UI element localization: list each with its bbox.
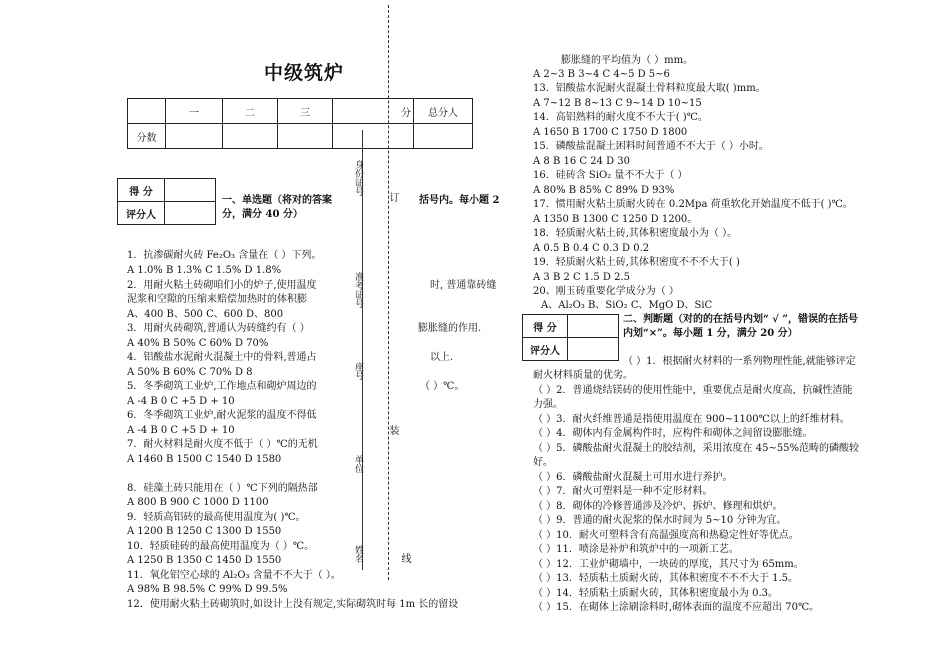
question-line: 膨胀缝的平均值为（ ）mm。 [561, 55, 694, 66]
question-line: 3．用耐火砖砌筑,普通认为砖缝约有（ ） [127, 323, 310, 334]
judge-line: （ ）12．工业炉砌墙中，一块砖的厚度，其尺寸为 65mm。 [533, 559, 804, 570]
grade-box-section1 [117, 178, 216, 225]
binding-zhuang: 装 [387, 425, 398, 435]
question-line: 16．硅砖含 SiO₂ 量不不大于（ ） [533, 170, 688, 181]
score-header-3: 三 [278, 99, 333, 124]
grade-grader-label: 评分人 [118, 202, 165, 225]
score-table-value-row [128, 124, 473, 149]
judge-line: （ ）9．普通的耐火泥浆的保水时间为 5~10 分钟为宜。 [533, 515, 787, 526]
section2-heading-line1: 二、判断题（对的的在括号内划“ √ ”，错误的在括号 [623, 314, 859, 325]
section2-heading [623, 313, 858, 341]
option-line: A、400 B、500 C、600 D、800 [127, 309, 284, 320]
judge-line: （ ）3．耐火纤维普通是指使用温度在 900~1100℃以上的纤维材料。 [533, 414, 850, 425]
score-table-header-row [128, 99, 473, 124]
option-line: A 1460 B 1500 C 1540 D 1580 [127, 454, 282, 465]
question-line: 12．使用耐火粘土砖砌筑时,如设计上没有规定,实际砌筑时每 1m 长的留设 [127, 599, 459, 610]
grade-grader-cell [568, 338, 619, 361]
q5-tail: （ ）℃。 [420, 381, 465, 392]
option-line: A 50% B 60% C 70% D 8 [127, 367, 253, 378]
unit-label: 单位 [353, 455, 363, 473]
section1-heading-line1: 一、单选题（将对的答案 [222, 195, 332, 206]
grade-grader-label: 评分人 [523, 338, 568, 361]
binding-fill-line [362, 130, 363, 570]
question-line: 5．冬季砌筑工业炉,工作地点和砌炉周边的 [127, 381, 317, 392]
name-label: 姓名 [353, 545, 363, 563]
score-header-1: 一 [166, 99, 223, 124]
binding-gutter [358, 240, 520, 595]
binding-ding: 订 [387, 192, 398, 202]
section1-heading-line2: 分，满分 40 分） [222, 209, 303, 220]
question-line: 泥浆和空隙的压缩来赔偿加热时的体积膨 [127, 294, 307, 305]
score-row-label: 分数 [128, 124, 166, 149]
option-line: A 1250 B 1350 C 1450 D 1550 [127, 555, 282, 566]
judge-line: （ ）8．砌体的冷修普通涉及冷炉、拆炉、修理和烘炉。 [533, 501, 783, 512]
grade-score-label: 得 分 [118, 179, 165, 202]
section1-heading [222, 194, 332, 222]
option-line: A 2~3 B 3~4 C 4~5 D 5~6 [533, 69, 670, 80]
judge-line: （ ）13．轻质粘土质耐火砖，其体积密度不不不大于 1.5。 [533, 573, 798, 584]
ticket-number-label: 准考证号 [353, 272, 363, 308]
judge-line: （ ）2．普通烧结镁砖的使用性能中，重要优点是耐火度高，抗碱性渣能 [533, 385, 853, 396]
judge-line: （ ）11．喷涂是补炉和筑炉中的一项新工艺。 [533, 544, 739, 555]
question-line: 18．轻质耐火粘土砖,其体积密度最小为（ ）。 [533, 228, 738, 239]
judge-line: （ ）5．磷酸盐耐火混凝土的胶结剂，采用浓度在 45~55%范畴的磷酸较 [533, 443, 860, 454]
question-line: 14．高铝熟料的耐火度不不大于( )℃。 [533, 112, 708, 123]
option-line: A 1200 B 1250 C 1300 D 1550 [127, 526, 282, 537]
question-line: 4．铝酸盐水泥耐火混凝土中的骨料,普通占 [127, 352, 317, 363]
q2-tail: 时, 普通靠砖缝 [430, 280, 497, 291]
section2-heading-line2: 内划“×”。每小题 1 分，满分 20 分） [623, 328, 798, 339]
score-cell [414, 124, 473, 149]
score-header-2: 二 [223, 99, 278, 124]
section1-heading-tail: 括号内。每小题 2 [419, 195, 500, 206]
question-line: 6．冬季砌筑工业炉,耐火泥浆的温度不得低 [127, 410, 317, 421]
page-title: 中级筑炉 [264, 62, 345, 84]
question-line: 17．惯用耐火粘土质耐火砖在 0.2Mpa 荷重软化开始温度不低于( )℃。 [533, 199, 853, 210]
question-line: 7．耐火材料是耐火度不低于（ ）℃的无机 [127, 439, 318, 450]
option-line: A 1350 B 1300 C 1250 D 1200。 [533, 214, 698, 225]
option-line: A -4 B 0 C +5 D + 10 [127, 425, 235, 436]
question-line: 9．轻质高铝砖的最高使用温度为( )℃。 [127, 512, 306, 523]
grade-score-cell [165, 179, 216, 202]
judge-line: （ ）7．耐火可塑料是一种不定形材料。 [533, 486, 713, 497]
grade-box-section2 [522, 314, 619, 361]
option-line: A -4 B 0 C +5 D + 10 [127, 396, 235, 407]
option-line: A 0.5 B 0.4 C 0.3 D 0.2 [533, 243, 650, 254]
option-line: A 800 B 900 C 1000 D 1100 [127, 497, 269, 508]
q4-tail: 以上. [430, 352, 454, 363]
score-header-blank [128, 99, 166, 124]
score-table [127, 98, 473, 149]
option-line: A 80% B 85% C 89% D 93% [533, 185, 675, 196]
question-line: 2．用耐火粘土砖砌咱们小的炉子,使用温度 [127, 280, 317, 291]
id-number-label: 身份证号 [353, 160, 363, 196]
score-cell [278, 124, 333, 149]
judge-line: 好。 [533, 457, 553, 468]
option-line: A 98% B 98.5% C 99% D 99.5% [127, 584, 288, 595]
judge-line: 力强。 [533, 399, 563, 410]
score-cell [223, 124, 278, 149]
judge-line: （ ）14．轻质粘土质耐火砖，其体积密度最小为 0.3。 [533, 588, 778, 599]
question-line: 8．硅藻土砖只能用在（ ）℃下列的隔热部 [127, 483, 318, 494]
question-line: 20、刚玉砖重要化学成分为（ ） [533, 286, 679, 297]
grade-grader-cell [165, 202, 216, 225]
question-line: 15．磷酸盐混凝土困料时间普通不不大于（ ）小时。 [533, 141, 769, 152]
option-line: A、Al₂O₃ B、SiO₂ C、MgO D、SiC [541, 300, 713, 311]
seat-label: 座号 [353, 362, 363, 380]
binding-xian: 线 [399, 553, 410, 563]
q3-tail: 膨胀缝的作用. [418, 323, 482, 334]
option-line: A 8 B 16 C 24 D 30 [533, 156, 631, 167]
binding-dashed-line [388, 5, 389, 580]
option-line: A 7~12 B 8~13 C 9~14 D 10~15 [533, 98, 702, 109]
judge-line: （ ）10．耐火可塑料含有高温强度高和热稳定性好等优点。 [533, 530, 799, 541]
question-line: 1．抗渗碳耐火砖 Fe₂O₃ 含量在（ ）下列。 [127, 250, 322, 261]
score-cell [166, 124, 223, 149]
question-line: 19．轻质耐火粘土砖,其体积密度不不不大于( ) [533, 257, 740, 268]
option-line: A 3 B 2 C 1.5 D 2.5 [533, 272, 631, 283]
judge-line: （ ）6．磷酸盐耐火混凝土可用水进行养护。 [533, 472, 733, 483]
question-line: 11．氧化铝空心球的 Al₂O₃ 含量不不大于（ ）。 [127, 570, 341, 581]
question-line: 13．铝酸盐水泥耐火混凝土骨料粒度最大取( )mm。 [533, 83, 766, 94]
judge-line: （ ）15．在砌体上涂刷涂料时,砌体表面的温度不应超出 70℃。 [533, 602, 820, 613]
grade-score-cell [568, 315, 619, 338]
judge-line: （ ）4．砌体内有金属构件时，应构件和砌体之间留设膨胀缝。 [533, 428, 813, 439]
grade-score-label: 得 分 [523, 315, 568, 338]
score-header-4: 分 [333, 99, 414, 124]
option-line: A 40% B 50% C 60% D 70% [127, 338, 269, 349]
score-cell [333, 124, 414, 149]
score-header-total: 总分人 [414, 99, 473, 124]
option-line: A 1.0% B 1.3% C 1.5% D 1.8% [127, 265, 282, 276]
judge-line: （ ）1．根据耐火材料的一系列物理性能,就能够评定 [623, 356, 856, 367]
question-line: 10．轻质硅砖的最高使用温度为（ ）℃。 [127, 541, 315, 552]
option-line: A 1650 B 1700 C 1750 D 1800 [533, 127, 688, 138]
judge-line: 耐火材料质量的优劣。 [533, 370, 633, 381]
